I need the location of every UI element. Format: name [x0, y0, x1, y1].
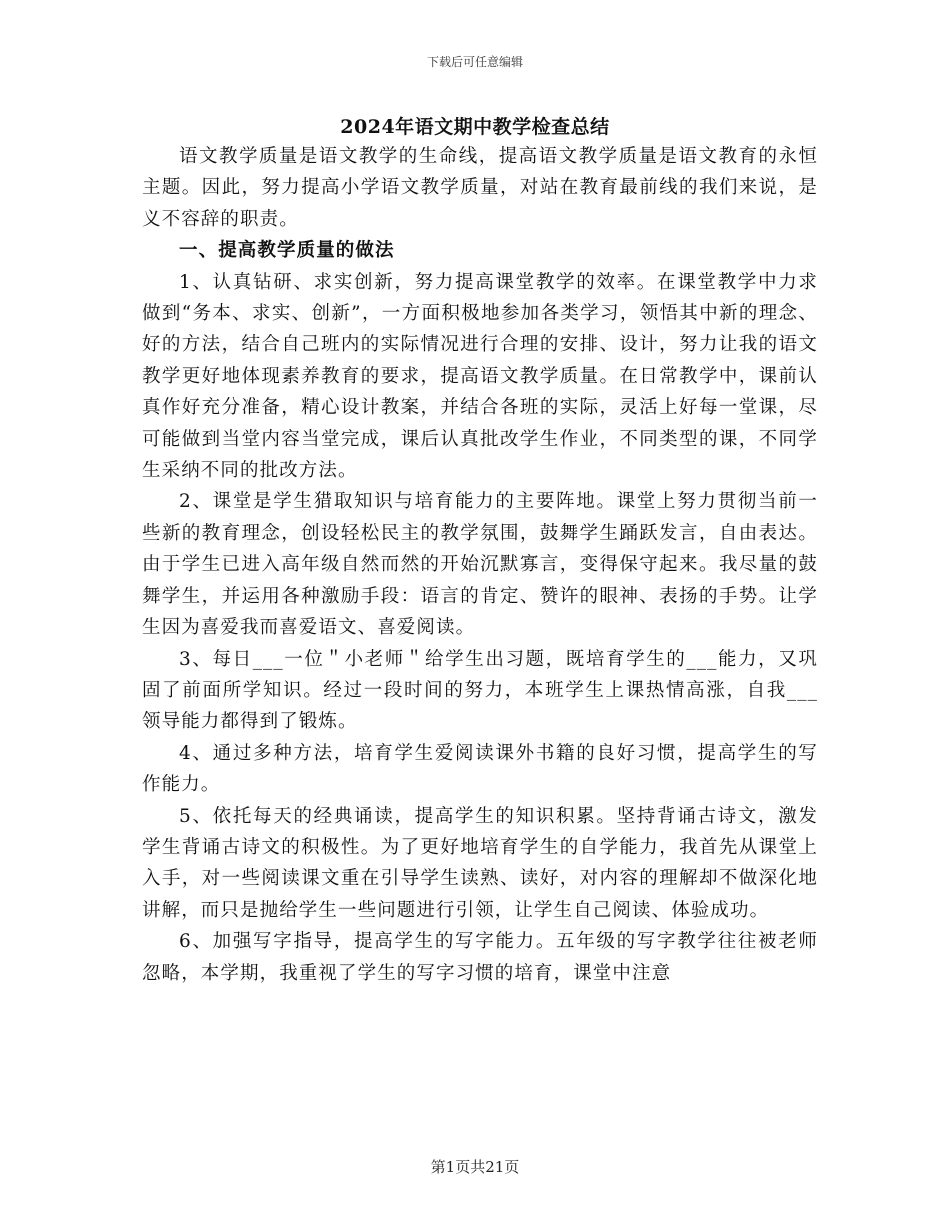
paragraph-item-1: 1、认真钻研、求实创新，努力提高课堂教学的效率。在课堂教学中力求做到“务本、求实、创新”，一方面积极地参加各类学习，领悟其中新的理念、好的方法，结合自己班内的实际情况进行合理的安排、设计，努力让我的语文教学更好地体现素养教育的要求，提高语文教学质量。在日常教学中，课前认真作好充分准备，精心设计教案，并结合各班的实际，灵活上好每一堂课，尽可能做到当堂内容当堂完成，课后认真批改学生作业，不同类型的课，不同学生采纳不同的批改方法。 [142, 271, 818, 482]
paragraph-intro: 语文教学质量是语文教学的生命线，提高语文教学质量是语文教育的永恒主题。因此，努力提高小学语文教学质量，对站在教育最前线的我们来说，是义不容辞的职责。 [142, 146, 818, 230]
paragraph-item-3: 3、每日___一位＂小老师＂给学生出习题，既培育学生的___能力，又巩固了前面所学知识。经过一段时间的努力，本班学生上课热情高涨，自我___领导能力都得到了锻炼。 [142, 648, 818, 733]
paragraph-item-2: 2、课堂是学生猎取知识与培育能力的主要阵地。课堂上努力贯彻当前一些新的教育理念，创设轻松民主的教学氛围，鼓舞学生踊跃发言，自由表达。由于学生已进入高年级自然而然的开始沉默寡言，变得保守起来。我尽量的鼓舞学生，并运用各种激励手段：语言的肯定、赞许的眼神、表扬的手势。让学生因为喜爱我而喜爱语文、喜爱阅读。 [142, 491, 818, 639]
document-title: 2024年语文期中教学检查总结 [340, 116, 610, 138]
paragraph-item-4: 4、通过多种方法，培育学生爱阅读课外书籍的良好习惯，提高学生的写作能力。 [142, 742, 818, 796]
paragraph-item-6: 6、加强写字指导，提高学生的写字能力。五年级的写字教学往往被老师忽略，本学期，我重视了学生的写字习惯的培育，课堂中注意 [142, 931, 818, 984]
document-body [142, 141, 818, 989]
page-header-note: 下载后可任意编辑 [426, 55, 523, 69]
page-number-footer: 第1页共21页 [430, 1158, 520, 1176]
section-heading: 一、提高教学质量的做法 [179, 240, 395, 262]
paragraph-item-5: 5、依托每天的经典诵读，提高学生的知识积累。坚持背诵古诗文，激发学生背诵古诗文的积极性。为了更好地培育学生的自学能力，我首先从课堂上入手，对一些阅读课文重在引导学生读熟、读好，对内容的理解却不做深化地讲解，而只是抛给学生一些问题进行引领，让学生自己阅读、体验成功。 [142, 805, 818, 921]
